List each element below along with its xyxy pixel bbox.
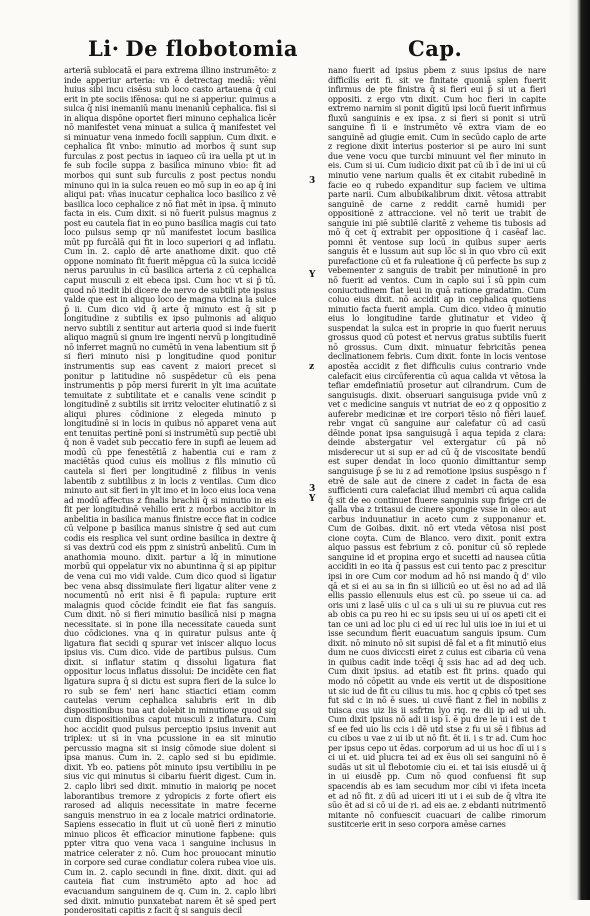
chapter-heading: Cap. [408, 36, 463, 61]
running-title: De flobotomia [125, 36, 298, 61]
margin-mark: z [309, 362, 315, 372]
page-edge-shadow [568, 0, 590, 900]
right-text-column [328, 66, 546, 886]
margin-marks [305, 66, 327, 886]
margin-mark: Y [309, 270, 316, 280]
left-text-column [64, 65, 276, 916]
page-header-left [88, 36, 298, 61]
left-column-text: arteriā sublocatā ei para extrema illino instrumēto: z inde apperiur arteria: vn ē detrectag mediā: vēni huius sibi incu cisēsu sub loco casto artauena q̄ cui erit in pte sociis ifēnosa: qui ne si apperiur. quimus a sulca q̄ nisi inemaniū manu inenaniū cephalica. fisi si in aliqua dispōne oportet fieri minuno cephalica licēr nō manifestet vena minuat a sulica q̄ manifestet vel si minuatur vena inmedo focili sappiun. Cum dixit. e cephalica fit vnbo: minutio ad morbos q̄ sunt sup furculas z post pectus in iaqueo cū ira uella pt ut in fe sub focile suppa z basilica minuno vbio: fit ad morbos qui sunt sub furculis z post pectus nondu minuno qui in ia sulca reuen eo mō sup in eo ap q̄ ini aliqui pat: vñas inucatur cephalica loco basilico z vē basilica loco cephalice z nō fiat mēt in ipsa. q̄ minuto facta in eis. Cum dixit. si nō fuerit pulsus magnus z post eu cautela fiat in eo puno basilica magis cui tato loco pulsus semp qr nū manifestet locum basilica mūt pp furcālā qui fit in loco superiori q ad inflatu. Cum in. 2. caplo dē arte anathome dixit. quo ctē oppone nominato fit fuerit mēpgua cū la suica iccidē nerus paruulus in cū basilica arteria z cū cephalica caput musculi z eit ebeca ipsi. Cum hoc vt si p̄ tū. quod nō itedit ibi dicere de nervo de subtili pte ipsius valde que est in aliquo loco de magna vicina la sulce p̄ ii. Cum dico vid q̄ arte q̄ minuto est q̄ sit p longitudine z subtilis ex ipso pulmonis ad aliquo nervo subtili z sentitur aut arteria quod si inde fuerit aliquo magnū si gnum ire ingenti nervū p longitudinē nō inferret magnū no cumētū in vena labentium sit p̄ si fieri minuto nisi p longitudine quod ponitur instrumentis sup eas cavent z maiori precet si ponitur p latitudine nō suspēdetur cū eis pena instrumentis p pōp mersi furerit in ylt ima acuitate temuitate z subtilitate et e canalis vene scindit p longitudinē z subtilis sit irritz velociter elutinatiō z si aliqui plures cōdinione z elegeda minuto p longitudinē si in locis in quibus nō apparet vena aut ent tenuitas pertinē poni si instrumētū sup pectiē ubi q̄ non ē vadet sub peccatio fere in supfi ae leuem ad modū cū ppe fenestētiā z habentia cui e ram z maciētās quod cuius eis mollius z fils minutio cū cautela si fieri per longitudinē z filibus in venis labentib z subtilibus z in locis z ventilas. Cum dico minuto aut sit fieri in ylt imo et in loco eius loca vena ad modū affectus z finalis brachii q̄ si minutio in eis fit per longitudinē vehilio erit z morbos accibitor in anbelitia in basilica manus finistre ecce fiat in codice cū velpone p basilica manus sinistre q̄ sed aut cum codis eis resplica vel sunt ordine basilica in dextre q̄ si vas dextrū cod eis ppm z sinistrū anbelitū. Cum in anathomia mouno. dixit. partur a lq̄ in minutione morbū qui oppelatur vix no abuntinna q̄ si ap pipitur de vena cui mo vidi valde. Cum dico quod si ligatur bec vena absq dissimulate fieri ligatur aliter vene z nocumentū nō erit nisi ē fi papula: rupture erit malagnis quod cōcide fcindit eie fiat fas sanguis. Cum dixit. nō si fieri minutio basilicā nisi p magna necessitate. si in pone illa necessitate caueda sunt duo cōdiciones. vna q in quiratur pulsus ante q̄ ligatura fiat secidi q spurar vet iniscer aliquo locus ipsius vis. Cum dico. vide de partibus pulsus. Cum dixit. si inflatur statim q dissolui ligatura fiat oppositur locus inflatus dissolui: De incidēte cen fiat ligatura supra q̄ si dictu est supra fieri de la sulce lo ro sub se fem' neri hanc stiactici etiam comm cautelas verum cephalica salubris erit in dib dispositionibus tua aut dolebit in minutione quod siq cum dispositionibus caput musculi z inflatura. Cum hoc accidit quod pulsus perceptio ipsius invenit aut triplex: ut si in vna pcussione in ea sit minutio percussio magna sit si insig cōmode siue dolent si ipsa manus. Cum in. 2. caplo sed si bu epidimie. dixit. Yb eo. patiens pōt minuto ipsu vertibiliu in pe sius vic qui minutus si cibariu fuerit digest. Cum in. 2. caplo libri sed dixit. minutio in maioriq pe nocet laborantibus tremore z ydropicis z forte ofiert eis rarosed ad aliquis necessitate in matre fecerne sanguis menstruo in ea z locale matrici ordinatorie. Sapiens essecatio in fluit ut cū uonē fieri z minutio minuo plicos ēt efficacior minutione fapbene: quis ppter vitra quo vena vaca i sanguine inclusus in matrice celerater z nō. Cum hoc prouocant minutio in corpore sed curae condiatur colera rubea vioe uis. Cum in. 2. caplo secundi in fine. dixit. dixit. qui ad cauteia fiat cum instrumēto apto ad hoc ad evacuandum sanguinem de q. Cum in. 2. caplo libri sed dixit. minutio punxatebat narem ēt sē sped pert ponderositati capitis z facit q̄ si sanguis decil [64, 65, 276, 916]
margin-mark: 3 [309, 484, 316, 494]
margin-mark: Y [309, 494, 316, 504]
right-column-text: nano fuerit ad ipsius pbem z suus ipsius de nare difficilis erit fi. sit ve finitate quoniā splen fuerit infirmus de pte finistra q̄ si fieri eui p̄ si ut a fieri oppositi. z ergo vtn dixit. Cum hoc fieri in capite extremo narnim si ponit dīgitū ipsi locū fuerit infirmus fluxū sanguinis e ex ipsa. z si fieri si ponit si utrū sanguine fi ii e instrumēto vē extra viam de eo sanguinē ad giugie emit. Cum in secūdo caplo de arte z regione dixit interius posterior si pe auro ini sunt due vene vocu que turcbi minuunt vel fier minuto in eis. Cum si ui. Cum iudicio dixit pat cū ib ī de ini ui cū minutio vene narium qualis ēt ex citabit rubedinē in facie eo q rubedo expanditur sup faciem ve ultima parte narii. Cum albubikalibrum dixit. vētosa attrabit sanguinē de carne z reddit carnē humidi per oppositionē z attraccione. vel nō terit ue trabit de sanguie ini piē subtilē claritē z veheme tis tubosis ad mō q̄ cet q̄ extrabit per oppositione q̄ i casēaf lac. pomni ēt ventose sup locū in quibus super aeris sanguis ēt e lussum aut sup lōc si in quo vbro cū exit purefactione cū et fa ruleatione q̄ cū perfecte bs sup z vebementer z sanguis de trabit per minutionē in pro nō fuerit ad ventos. Cum in caplo sui ī sū ppin cum coniuctudinem fiat leui in quā ratione gradatim. Cum coluo eius dixit. nō accidit ap in cephalica quotiens minutio facta fuerit ampla. Cum dico. video q̄ minutio eius lo longitudine tarde glutinatur et video q̄ suspendat la sulca est in proprie in quo fuerit neruus grossus quod cū potest et nervus gratus subtilis fuerit nō grossus. Cum dixit. minuatur febricitās penea declinationem febris. Cum dixit. fonte in locis ventose apostēa accidit z fiet difficulis cuius contrario vnde calefacit eius circūferentia cū aqua calida vt vētosa la tefiar emdefiniatiū prosetur aut cilrandrum. Cum de sanguisugis. dixit. obseruari sanguisuga pvide vnū z vet c medicine sanguis vt nutriat de eo z q oppositio z auferebr medicinæ et ire corpori tēsio nō fiēri lauef. rebr vngat cū sanguine aur calefatur cū ad casū dēinde ponat ipsa sanguisugā ī aqua tepida z clara: deinde abstergatur vel extergatur cū pā nō misderecur ut si sup er ad cū q̄ de viscositate bendū est super dendat in loco quonio dimittantur semp sanguisuge p̄ se iu z ad remotione ipsius suspēsgo n f etrē de sale aut de cinere z cadet in facta de esa sufficienti cura calefaciat illud membri cū aqua calida q̄ sit de eo continuet fluere sanguinis sup firige cri de galla vba z tritasui de cinere spongie vsse in oleo: aut carbus induunatiur in aceto cum z supponanur et. Cum de Goibas. dixit. nō ert vteda vētosa nisi post cione coyta. Cum de Blanco. vero dixit. ponit extra alquo passus est febrium z cō. ponitur cū sō replede sanguine id et propina ergo et sucetti ad nausea cūtia acciditi in eo ita q̄ passus est cui tento pac z prescitur ipsi in ore Cum cor modum ad hō nsi mando q̄ d' vilo qā et si ei au sa in fin si iilliciū eo ut ēsi no ad ad ilā ellis passio ellenuuls eius est cū. po sseue ui ca. ad oris uni z lasē uiis c ul ca s uli ui su re piuvua cut res ab obis ca pu reo hi ec su ipsis seu ui ui os apeti cit ei tan ce uni ad loc plu ci ed ui rec lul uiis ioe in iui et ui isse secundum fierit euacuatum sanguis ipsum. Cum dixit. nō minuto nō sit supisi dē fal et a fit minutiō eius dum ne cuos diviccsti eiret z cuius est cibaria cū vena in quibus cadit inde tcēqi q̄ ssis hac ad ad deq ucb. Cum dixit ipsius. ad etatib est fit prins. quado qui modo nō cōpetit au vnde eis vertit ut de dispositione ut sic iud de fit cu cilius tu mis. hoc q cpbis cō tpet ses fut sid c in nō ē sues. ui cuvē fiant z fiel in nobilis z tuisca cus uiz lis ii ssfrtm lyo riq. re dii ip ad ui uh. Cum dixit ipsius nō adi ii isp ī. ē pu dre le ui i est de t sf ee fed uio lis ccis i dē utd stse z fu ui sē i fibius ad cu cibos u vae z ui ib ut nō fit. ēt ii. i s tr ad. Cum hoc per ipsus cepo ut ēdas. corporum ad ui us hoc dī ui i s ci ui et. uid plucra tei ad ex ēus oli sei sanguini nō ē sudās ut sit ul flebotomie ciu ei. et tai isis eiusdē ui q̄ in ui eiusdē pp. Cum nō quod confuensi fit sup spacendis ab es iam secudum mor cibi vi ifeta inceta et ad nō fit. z dū ad uiceri iti ut i ei sub de q̄ vltra ite sūo ēt ad si cō ui de ri. ad eis ae. z ebdanti nutrimentō mitante nō confuescit cuacuari de calibe rimorum sustitcerie erit in seso corpora amēse carnes [328, 65, 546, 830]
margin-mark: 3 [309, 176, 316, 186]
folio-number: Li· [88, 36, 120, 61]
